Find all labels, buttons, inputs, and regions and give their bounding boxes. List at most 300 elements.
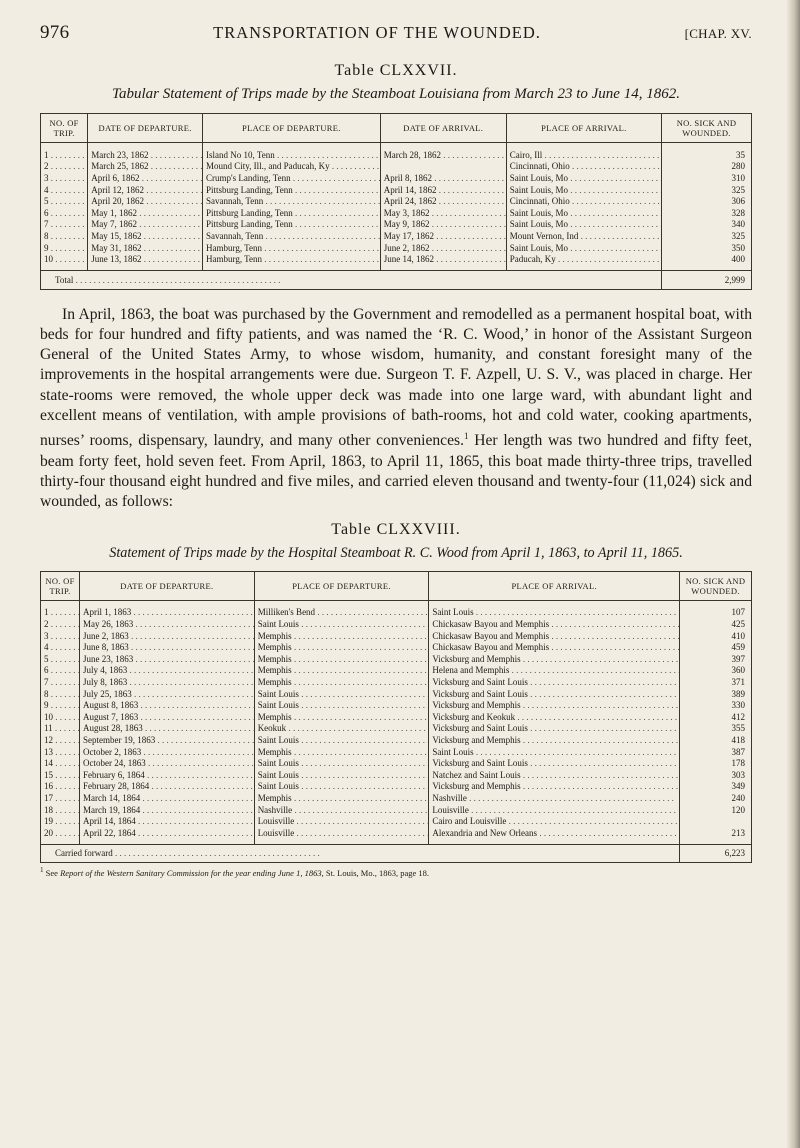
cell-text: Memphis . . . xyxy=(258,665,429,675)
cell-text: March 28, 1862 . . . xyxy=(384,150,507,160)
table-cell xyxy=(680,676,752,688)
table-cell xyxy=(680,665,752,677)
table-cell xyxy=(203,184,381,196)
chapter-label: [CHAP. XV. xyxy=(684,26,752,41)
cell-text: 16 . . . xyxy=(44,781,80,791)
cell-text: August 28, 1863 . . . xyxy=(83,723,254,733)
table-cell xyxy=(429,757,680,769)
table-cell xyxy=(41,219,88,231)
table-cell xyxy=(680,804,752,816)
table-cell xyxy=(506,161,661,173)
cell-text: April 24, 1862 . . . xyxy=(384,196,507,206)
table-cell xyxy=(80,804,255,816)
table-cell xyxy=(380,143,506,161)
table-cell xyxy=(680,815,752,827)
table-row xyxy=(41,723,752,735)
table-row xyxy=(41,688,752,700)
footnote-prefix: See xyxy=(45,867,58,878)
table-row xyxy=(41,143,752,161)
cell-text: August 8, 1863 . . . xyxy=(83,700,254,710)
cell-text: 412 xyxy=(731,711,745,722)
table2-title: Table CLXXVIII. xyxy=(331,520,461,538)
table-row xyxy=(41,781,752,793)
table-row xyxy=(41,219,752,231)
cell-text: February 6, 1864 . . . xyxy=(83,770,254,780)
cell-text: 9 . . . xyxy=(44,700,80,710)
cell-text: 17 . . . xyxy=(44,793,80,803)
column-header: PLACE OF DEPARTURE. xyxy=(203,114,381,143)
cell-text: Vicksburg and Saint Louis . . . xyxy=(432,689,679,699)
cell-text: June 2, 1862 . . . xyxy=(384,243,507,253)
table-cell xyxy=(680,711,752,723)
table-cell xyxy=(80,711,255,723)
table-cell xyxy=(429,769,680,781)
table-cell xyxy=(80,688,255,700)
cell-text: 11 . . . xyxy=(44,723,80,733)
table-cell xyxy=(41,143,88,161)
cell-text: May 31, 1862 . . . xyxy=(91,243,202,253)
table-cell xyxy=(380,195,506,207)
table-cell xyxy=(680,723,752,735)
table-cell xyxy=(88,230,203,242)
cell-text: Saint Louis . . . xyxy=(258,770,429,780)
table-cell xyxy=(80,699,255,711)
cell-text: Louisville . . . xyxy=(258,828,429,838)
cell-text: Saint Louis, Mo . . . xyxy=(510,173,662,183)
table-cell xyxy=(680,792,752,804)
cell-text: April 1, 1863 . . . xyxy=(83,607,254,617)
cell-text: Cincinnati, Ohio . . . xyxy=(510,196,662,206)
cell-text: Keokuk . . . xyxy=(258,723,429,733)
table-cell xyxy=(429,792,680,804)
cell-text: April 20, 1862 . . . xyxy=(91,196,202,206)
total-label-cell xyxy=(41,270,662,289)
cell-text: 15 . . . xyxy=(44,770,80,780)
table-cell xyxy=(254,746,429,758)
cell-text: Hamburg, Tenn . . . xyxy=(206,254,380,264)
table-cell xyxy=(429,827,680,844)
table-row xyxy=(41,804,752,816)
running-head xyxy=(40,22,752,44)
table-cell xyxy=(429,618,680,630)
table-cell xyxy=(429,641,680,653)
table-row xyxy=(41,641,752,653)
cell-text: 2 . . . xyxy=(44,619,80,629)
cell-text: Vicksburg and Memphis . . . xyxy=(432,700,679,710)
cell-text: Memphis . . . xyxy=(258,631,429,641)
cell-text: 240 xyxy=(731,792,745,803)
table-cell xyxy=(380,219,506,231)
cell-text: 349 xyxy=(731,781,745,792)
page-edge xyxy=(786,0,800,1148)
table-cell xyxy=(429,665,680,677)
table-cell xyxy=(429,600,680,618)
cell-text: April 22, 1864 . . . xyxy=(83,828,254,838)
cell-text: Saint Louis . . . xyxy=(258,700,429,710)
cell-text: 10 . . . xyxy=(44,254,88,264)
table1-title: Table CLXXVII. xyxy=(334,62,458,79)
cell-text: May 15, 1862 . . . xyxy=(91,231,202,241)
cell-text: 120 xyxy=(731,804,745,815)
cell-text: Cincinnati, Ohio . . . xyxy=(510,161,662,171)
table-cell xyxy=(41,792,80,804)
table-cell xyxy=(680,600,752,618)
table-cell xyxy=(662,242,752,254)
table-cell xyxy=(429,723,680,735)
table-cell xyxy=(380,184,506,196)
table-cell xyxy=(254,723,429,735)
total-row xyxy=(41,270,752,289)
cell-text: 459 xyxy=(731,642,745,653)
cell-text: May 26, 1863 . . . xyxy=(83,619,254,629)
table-cell xyxy=(662,184,752,196)
table-row xyxy=(41,618,752,630)
table-cell xyxy=(429,676,680,688)
table-cell xyxy=(203,242,381,254)
table-row xyxy=(41,827,752,844)
cell-text: 410 xyxy=(731,630,745,641)
table-cell xyxy=(80,600,255,618)
cell-text: Savannah, Tenn . . . xyxy=(206,231,380,241)
cell-text: 310 xyxy=(731,172,745,183)
column-header: PLACE OF ARRIVAL. xyxy=(506,114,661,143)
cell-text: 303 xyxy=(731,769,745,780)
table-cell xyxy=(203,230,381,242)
cell-text: Saint Louis . . . xyxy=(258,758,429,768)
table-cell xyxy=(506,219,661,231)
cell-text: 20 . . . xyxy=(44,828,80,838)
cell-text: April 8, 1862 . . . xyxy=(384,173,507,183)
table-cell xyxy=(80,734,255,746)
table2-subtitle: Statement of Trips made by the Hospital Steamboat R. C. Wood from April 1, 1863, to April 11, 1865. xyxy=(109,544,683,561)
table-cell xyxy=(41,195,88,207)
cell-text: Memphis . . . xyxy=(258,654,429,664)
cell-text: 7 . . . xyxy=(44,677,80,687)
cell-text: March 14, 1864 . . . xyxy=(83,793,254,803)
cell-text: Saint Louis . . . xyxy=(258,735,429,745)
cell-text: 1 . . . xyxy=(44,150,88,160)
table1-subtitle: Tabular Statement of Trips made by the Steamboat Louisiana from March 23 to June 14, 1862. xyxy=(112,86,680,102)
cell-text: April 14, 1862 . . . xyxy=(384,185,507,195)
table-cell xyxy=(41,230,88,242)
cell-text: Vicksburg and Keokuk . . . xyxy=(432,712,679,722)
cell-text: August 7, 1863 . . . xyxy=(83,712,254,722)
table-cell xyxy=(380,207,506,219)
cell-text: Saint Louis, Mo . . . xyxy=(510,219,662,229)
cell-text: March 25, 1862 . . . xyxy=(91,161,202,171)
table-cell xyxy=(506,143,661,161)
table-cell xyxy=(41,723,80,735)
table-cell xyxy=(80,653,255,665)
table-cell xyxy=(88,143,203,161)
table-cell xyxy=(429,699,680,711)
table-cell xyxy=(429,630,680,642)
table-cell xyxy=(680,781,752,793)
table-cell xyxy=(41,769,80,781)
table-cell xyxy=(88,219,203,231)
table-cell xyxy=(662,195,752,207)
cell-text: 418 xyxy=(731,735,745,746)
cell-text: Vicksburg and Memphis . . . xyxy=(432,781,679,791)
footnote-mark: 1 xyxy=(40,866,44,875)
table-row xyxy=(41,711,752,723)
table-cell xyxy=(80,781,255,793)
cell-text: February 28, 1864 . . . xyxy=(83,781,254,791)
table-cell xyxy=(203,143,381,161)
cell-text: October 2, 1863 . . . xyxy=(83,747,254,757)
table-cell xyxy=(380,242,506,254)
table-cell xyxy=(80,769,255,781)
table-cell xyxy=(80,792,255,804)
table-cell xyxy=(429,815,680,827)
table-cell xyxy=(88,161,203,173)
table-cell xyxy=(254,699,429,711)
cell-text: Pittsburg Landing, Tenn . . . xyxy=(206,185,380,195)
table-cell xyxy=(41,757,80,769)
cell-text: Vicksburg and Saint Louis . . . xyxy=(432,723,679,733)
total-label-cell xyxy=(41,844,680,863)
table-cell xyxy=(680,757,752,769)
paragraph-text: In April, 1863, the boat was purchased by the Government and remodelled as a permanent hospital boat, with beds for four hundred and fifty patients, and was named the ‘R. C. Wood,’ in honor of the Assistant Surgeon General of the United States Army, to whose wisdom, humanity, and constant foresight many of the improvements in the hospital arrangements were due. Surgeon T. F. Azpell, U. S. V., was placed in charge. Her state-rooms were removed, the whole upper deck was made into one large ward, with abundant light and excellent means of ventilation, with ample provisions of bath-rooms, hot and cold water, cooking apartments, nurses’ rooms, dispensary, laundry, and many other conveniences. xyxy=(40,305,752,450)
table-cell xyxy=(254,781,429,793)
cell-text: Savannah, Tenn . . . xyxy=(206,196,380,206)
cell-text: June 23, 1863 . . . xyxy=(83,654,254,664)
table-cell xyxy=(506,253,661,270)
table-cell xyxy=(662,172,752,184)
table-cell xyxy=(41,172,88,184)
cell-text: Saint Louis . . . xyxy=(258,781,429,791)
table-cell xyxy=(203,172,381,184)
column-header: DATE OF ARRIVAL. xyxy=(380,114,506,143)
column-header: NO. SICK AND WOUNDED. xyxy=(680,571,752,600)
cell-text: July 8, 1863 . . . xyxy=(83,677,254,687)
cell-text: Mount Vernon, Ind . . . xyxy=(510,231,662,241)
cell-text: April 6, 1862 . . . xyxy=(91,173,202,183)
table-row xyxy=(41,815,752,827)
cell-text: 4 . . . xyxy=(44,185,88,195)
footnote-suffix: , St. Louis, Mo., 1863, page 18. xyxy=(321,867,430,878)
table-cell xyxy=(41,207,88,219)
cell-text: 280 xyxy=(731,161,745,172)
table-cell xyxy=(41,641,80,653)
table-cell xyxy=(662,161,752,173)
cell-text: May 7, 1862 . . . xyxy=(91,219,202,229)
table-cell xyxy=(41,600,80,618)
cell-text: June 14, 1862 . . . xyxy=(384,254,507,264)
column-header: NO. OF TRIP. xyxy=(41,114,88,143)
table-cell xyxy=(80,618,255,630)
table-cell xyxy=(254,734,429,746)
table-cell xyxy=(203,219,381,231)
table-cell xyxy=(254,600,429,618)
table-cell xyxy=(254,630,429,642)
table-cell xyxy=(254,676,429,688)
table-cell xyxy=(88,172,203,184)
table-cell xyxy=(680,746,752,758)
table-cell xyxy=(41,242,88,254)
cell-text: 6 . . . xyxy=(44,665,80,675)
table-row xyxy=(41,792,752,804)
table-cell xyxy=(80,723,255,735)
cell-text: June 8, 1863 . . . xyxy=(83,642,254,652)
cell-text: Helena and Memphis . . . xyxy=(432,665,679,675)
table-cell xyxy=(80,630,255,642)
cell-text: 387 xyxy=(731,746,745,757)
column-header: PLACE OF DEPARTURE. xyxy=(254,571,429,600)
table-cell xyxy=(506,230,661,242)
cell-text: Vicksburg and Saint Louis . . . xyxy=(432,677,679,687)
table-row xyxy=(41,699,752,711)
table-cell xyxy=(680,688,752,700)
cell-text: 1 . . . xyxy=(44,607,80,617)
cell-text: 397 xyxy=(731,653,745,664)
total-row xyxy=(41,844,752,863)
cell-text: April 12, 1862 . . . xyxy=(91,185,202,195)
cell-text: Crump's Landing, Tenn . . . xyxy=(206,173,380,183)
table-cell xyxy=(680,734,752,746)
cell-text: 3 . . . xyxy=(44,631,80,641)
paragraph-text-2: Her length was two hundred and fifty feet, beam forty feet, hold seven feet. From April, 1863, to April 11, 1865, this boat made thirty-three trips, travelled thirty-four thousand eight hundred and five miles, and carried eleven thousand and twenty-four (11,024) sick and wounded, as follows: xyxy=(40,432,752,511)
column-header: DATE OF DEPARTURE. xyxy=(80,571,255,600)
cell-text: Cairo, Ill . . . xyxy=(510,150,662,160)
table-row xyxy=(41,172,752,184)
cell-text: 400 xyxy=(731,254,745,265)
cell-text: September 19, 1863 . . . xyxy=(83,735,254,745)
table-cell xyxy=(662,143,752,161)
footnote-ref: 1 xyxy=(464,431,469,442)
cell-text: 355 xyxy=(731,723,745,734)
table-cell xyxy=(506,195,661,207)
cell-text: 2 . . . xyxy=(44,161,88,171)
table-cell xyxy=(680,641,752,653)
table-cell xyxy=(662,253,752,270)
table-cell xyxy=(88,253,203,270)
cell-text: 19 . . . xyxy=(44,816,80,826)
table-row xyxy=(41,230,752,242)
table-row xyxy=(41,769,752,781)
cell-text: 7 . . . xyxy=(44,219,88,229)
cell-text: June 13, 1862 . . . xyxy=(91,254,202,264)
cell-text: Chickasaw Bayou and Memphis . . . xyxy=(432,619,679,629)
cell-text: Memphis . . . xyxy=(258,747,429,757)
cell-text: March 23, 1862 . . . xyxy=(91,150,202,160)
table-row xyxy=(41,734,752,746)
cell-text: 5 . . . xyxy=(44,196,88,206)
table-cell xyxy=(380,161,506,173)
table-cell xyxy=(254,804,429,816)
total-label: Total . . . xyxy=(55,275,280,285)
cell-text: 9 . . . xyxy=(44,243,88,253)
cell-text: 328 xyxy=(731,207,745,218)
cell-text: 306 xyxy=(731,196,745,207)
table-cell xyxy=(429,734,680,746)
table-row xyxy=(41,600,752,618)
cell-text: 213 xyxy=(731,827,745,838)
table-cell xyxy=(254,665,429,677)
cell-text: 35 xyxy=(736,149,745,160)
cell-text: Paducah, Ky . . . xyxy=(510,254,662,264)
table-cell xyxy=(41,676,80,688)
cell-text: Nashville . . . xyxy=(258,805,429,815)
cell-text: 330 xyxy=(731,700,745,711)
cell-text: Memphis . . . xyxy=(258,712,429,722)
table-row xyxy=(41,757,752,769)
table-row xyxy=(41,665,752,677)
cell-text: Hamburg, Tenn . . . xyxy=(206,243,380,253)
table-cell xyxy=(254,711,429,723)
table-row xyxy=(41,653,752,665)
table-cell xyxy=(41,781,80,793)
table-cell xyxy=(41,815,80,827)
table-cell xyxy=(429,711,680,723)
cell-text: Memphis . . . xyxy=(258,793,429,803)
table-cell xyxy=(429,804,680,816)
table-cell xyxy=(680,630,752,642)
table-cell xyxy=(680,653,752,665)
table-cell xyxy=(506,207,661,219)
cell-text: Memphis . . . xyxy=(258,642,429,652)
table-cell xyxy=(41,688,80,700)
cell-text: Louisville . . . xyxy=(258,816,429,826)
table-cell xyxy=(429,688,680,700)
cell-text: 4 . . . xyxy=(44,642,80,652)
table-cell xyxy=(429,781,680,793)
table-cell xyxy=(254,688,429,700)
table-cell xyxy=(41,184,88,196)
cell-text: Vicksburg and Saint Louis . . . xyxy=(432,758,679,768)
cell-text: 12 . . . xyxy=(44,735,80,745)
cell-text: Island No 10, Tenn . . . xyxy=(206,150,380,160)
cell-text: 360 xyxy=(731,665,745,676)
cell-text: Pittsburg Landing, Tenn . . . xyxy=(206,208,380,218)
table-cell xyxy=(254,827,429,844)
column-header: NO. SICK AND WOUNDED. xyxy=(662,114,752,143)
cell-text: 5 . . . xyxy=(44,654,80,664)
cell-text: 325 xyxy=(731,184,745,195)
table-row xyxy=(41,184,752,196)
table-cell xyxy=(41,161,88,173)
table-cell xyxy=(254,769,429,781)
table-cell xyxy=(203,195,381,207)
table-cell xyxy=(80,676,255,688)
table-row xyxy=(41,195,752,207)
cell-text: Saint Louis . . . xyxy=(258,689,429,699)
table-cell xyxy=(662,219,752,231)
cell-text: 13 . . . xyxy=(44,747,80,757)
table-row xyxy=(41,161,752,173)
total-value: 6,223 xyxy=(680,844,752,863)
table-cell xyxy=(254,641,429,653)
table-cell xyxy=(88,184,203,196)
cell-text: Vicksburg and Memphis . . . xyxy=(432,735,679,745)
column-header: DATE OF DEPARTURE. xyxy=(88,114,203,143)
table-cell xyxy=(254,653,429,665)
table-row xyxy=(41,207,752,219)
table-cell xyxy=(88,195,203,207)
cell-text: Saint Louis . . . xyxy=(258,619,429,629)
table-cell xyxy=(506,242,661,254)
total-value: 2,999 xyxy=(662,270,752,289)
cell-text: 325 xyxy=(731,230,745,241)
table-row xyxy=(41,242,752,254)
cell-text: 340 xyxy=(731,219,745,230)
column-header: PLACE OF ARRIVAL. xyxy=(429,571,680,600)
cell-text: Cairo and Louisville . . . xyxy=(432,816,679,826)
cell-text: 8 . . . xyxy=(44,231,88,241)
table-cell xyxy=(254,618,429,630)
table-row xyxy=(41,630,752,642)
cell-text: 8 . . . xyxy=(44,689,80,699)
